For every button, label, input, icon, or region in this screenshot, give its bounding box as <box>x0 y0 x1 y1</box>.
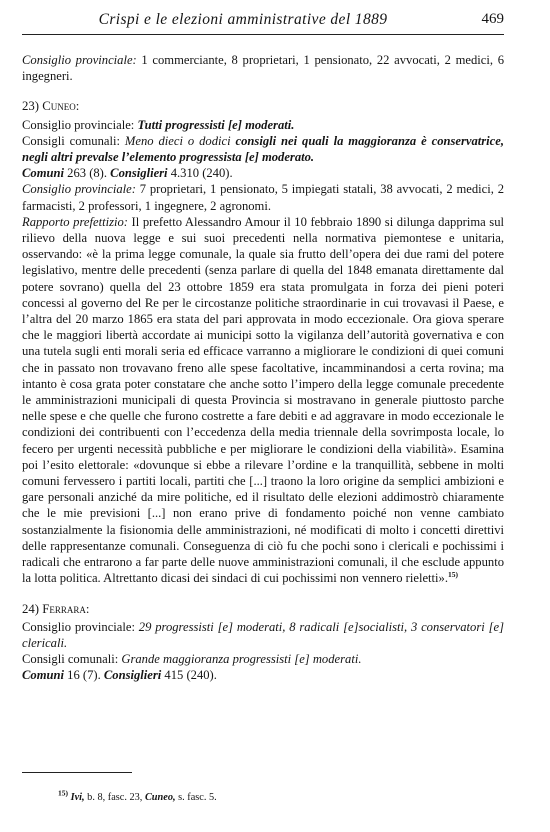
page-header <box>22 10 504 32</box>
cuneo-provincial-professions: Consiglio provinciale: 7 proprietari, 1 pensionato, 5 impiegati statali, 38 avvocati, 2 medici, 2 farmacisti, 2 professori, 1 ingegnere, 2 agronomi. <box>22 182 504 213</box>
cuneo-counts: Comuni 263 (8). Consiglieri 4.310 (240). <box>22 166 233 181</box>
ferrara-provincial-council: Consiglio provinciale: 29 progressisti [e] moderati, 8 radicali [e]socialisti, 3 conservatori [e] clericali. <box>22 619 504 650</box>
cuneo-prefect-report: Rapporto prefettizio: Il prefetto Alessandro Amour il 10 febbraio 1890 si dilunga dapprima sul rilievo della nuova legge e sui suoi precedenti nella normativa piemontese e unitaria, osservando: «è la prima legge comunale, la quale sia frutto dell’opera dei due rami del potere legislativo, mentre delle precedenti (senza parlare di quella del 1848 emanata direttamente dal potere sovrano) quella del 23 ottobre 1859 era stata promulgata in forza dei pieni poteri concessi al governo del Re per le circostanze politiche straordinarie in cui trovavasi il Paese, e l’altra del 20 marzo 1865 era stata del pari approvata in modo eccezionale. Ora giova sperare che le maggiori libertà accordate ai municipi sotto la vigilanza dell’autorità governativa e con una tutela sugli enti morali seria ed efficace varranno a migliorare le condizioni di quei comuni che in passato non trovavano freno alle spese facoltative, incamminandosi a certa rovina; ma intanto è cosa grata poter constatare che anche sotto l’impero della legge comunale precedente le amministrazioni municipali di questa Provincia si mostravano in generale piuttosto parche nelle spese e che quelle che furono costrette a fare debiti e ad aggravare in modo eccezionale le condizioni dei contribuenti con l’eccedenza della media triennale della sovrimposta locale, lo fecero per urgenti necessità pubbliche e per migliorare le condizioni della viabilità». Esamina poi l’esito elettorale: «dovunque si ebbe a rilevare l’ordine e la tranquillità, sebbene in molti comuni fervessero i partiti locali, partiti che [...] traono la loro origine da semplici ambizioni e gare personali anziché da mire politiche, ed il risultato delle elezioni addimostrò chiaramente che le mie previsioni [...] non erano prive di fondamento poiché non venne cambiato sostanzialmente la fisionomia delle amministrazioni, né modificati di molto i concetti direttivi delle rappresentanze comunali. Conseguenza di ciò fu che pochi sono i clericali e pochissimi i radicali che entrarono a far parte delle nuove amministrazioni comunali, il che esclude appunto la lotta politica. Altrettanto dicasi dei sindaci di cui pochissimi non vennero rieletti».$^{15)}$ <box>22 214 504 586</box>
intro-text: 1 commerciante, 8 proprietari, 1 pensionato, 22 avvocati, 2 medici, 6 ingegneri. <box>22 53 504 84</box>
intro-paragraph <box>22 52 504 84</box>
running-title: Crispi e le elezioni amministrative del 1889 <box>98 11 388 28</box>
footnote-reference[interactable]: 15) <box>448 570 458 580</box>
header-rule <box>22 34 504 35</box>
page-body <box>22 52 504 684</box>
footnote-number: 15) <box>58 788 68 798</box>
cuneo-provincial-council: Consiglio provinciale: Tutti progressisti [e] moderati. <box>22 117 295 132</box>
ferrara-counts: Comuni 16 (7). Consiglieri 415 (240). <box>22 668 217 683</box>
footnote: $^{15)}$ Ivi, b. 8, fasc. 23, Cuneo, s. fasc. 5. <box>58 788 217 803</box>
footnote-rule <box>22 772 132 773</box>
section-heading-cuneo: 23) Cuneo: <box>22 99 80 114</box>
ferrara-municipal-councils: Consigli comunali: Grande maggioranza progressisti [e] moderati. <box>22 652 362 667</box>
section-heading-ferrara: 24) Ferrara: <box>22 601 90 616</box>
intro-label: Consiglio provinciale: <box>22 53 137 67</box>
cuneo-municipal-councils: Consigli comunali: Meno dieci o dodici consigli nei quali la maggioranza è conservatrice, negli altri prevalse l’elemento progressista [e] moderato. <box>22 133 504 165</box>
page-number: 469 <box>481 11 504 27</box>
section-title: Ferrara: <box>42 601 90 616</box>
section-title: Cuneo: <box>42 99 80 114</box>
